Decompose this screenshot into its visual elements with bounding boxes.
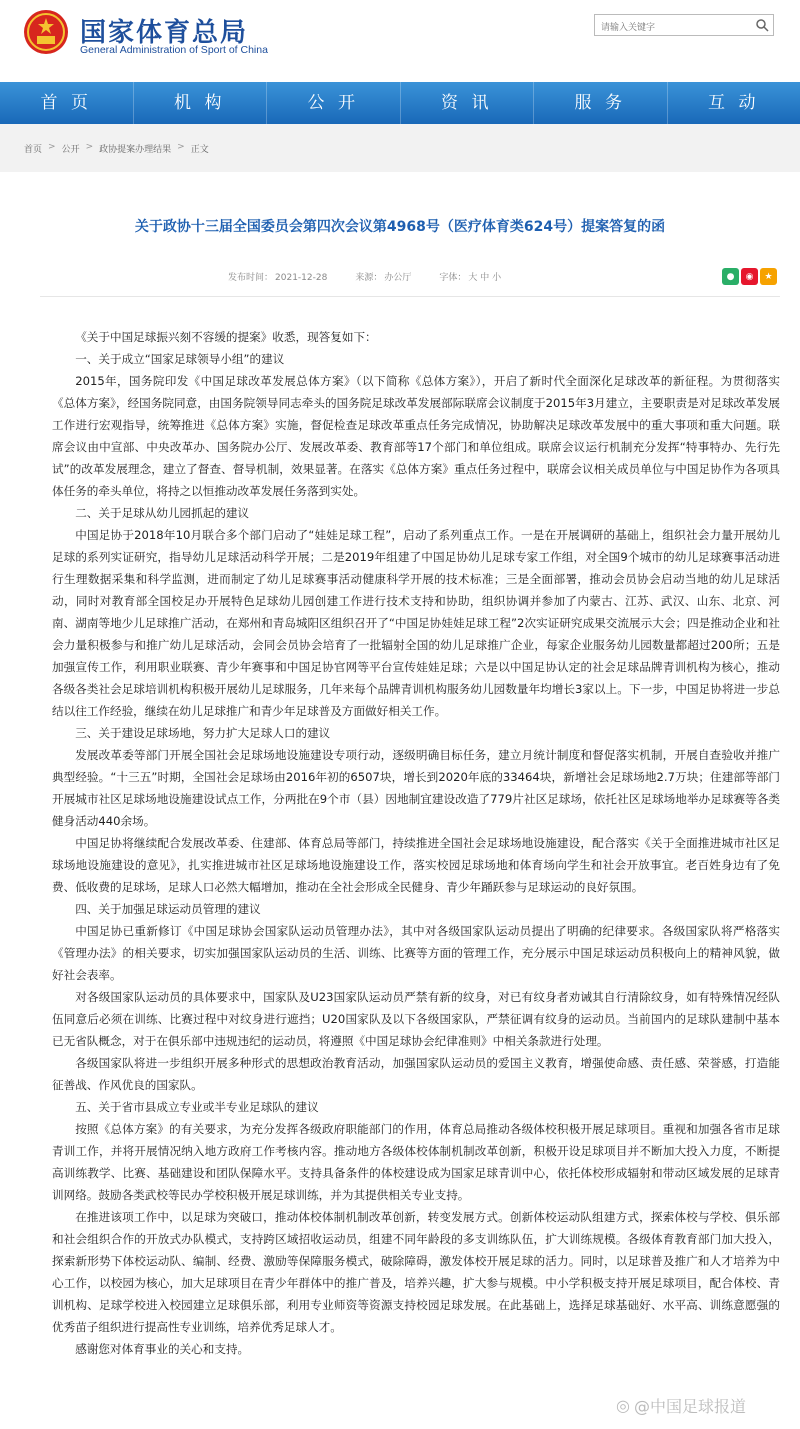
national-emblem-icon (22, 8, 70, 56)
search-box (594, 14, 774, 36)
publish-time (228, 270, 327, 283)
weibo-logo-icon: ◎ (616, 1396, 630, 1415)
article-title: 关于政协十三届全国委员会第四次会议第4968号（医疗体育类624号）提案答复的函 (134, 219, 666, 235)
breadcrumb-bar (0, 124, 800, 172)
article-paragraph: 中国足协于2018年10月联合多个部门启动了“娃娃足球工程”，启动了系列重点工作。一是在开展调研的基础上，组织社会力量开展幼儿足球的系列实证研究，指导幼儿足球活动科学开展；二是2019年组建了中国足协幼儿足球专家工作组，对全国9个城市的幼儿足球赛事活动进行生理数据采集和科学监测，进而制定了幼儿足球赛事活动健康科学开展的技术标准；三是全面部署，推动会员协会启动当地的幼儿足球活动，同时对教育部全国校足办开展特色足球幼儿园创建工作进行技术支持和协助，组织协调并参加了内蒙古、江苏、武汉、山东、北京、河南、湖南等地少儿足球推广活动，在郑州和青岛城阳区组织召开了“中国足协娃娃足球工程”2次实证研究成果交流展示大会；四是推动企业和社会力量积极参与和推广幼儿足球活动，会同会员协会培育了一批辐射全国的幼儿足球推广企业，每家企业服务幼儿园数量都超过200所；五是加强宣传工作，利用职业联赛、青少年赛事和中国足协官网等平台宣传娃娃足球；六是以中国足协认定的社会足球品牌青训机构为核心，推动各级各类社会足球培训机构积极开展幼儿足球服务，几年来每个品牌青训机构服务幼儿园数量年均增长3家以上。下一步，中国足协将进一步总结以往工作经验，继续在幼儿足球推广和青少年足球普及方面做好相关工作。 (52, 528, 780, 718)
source-label: 来源： (355, 273, 383, 283)
watermark (616, 1394, 746, 1417)
article-paragraph: 中国足协已重新修订《中国足球协会国家队运动员管理办法》，其中对各级国家队运动员提出了明确的纪律要求。各级国家队将严格落实《管理办法》的相关要求，切实加强国家队运动员的生活、训练、比赛等方面的管理工作，充分展示中国足球运动员积极向上的精神风貌，做好社会表率。 (52, 924, 780, 982)
site-title-en: General Administration of Sport of China (80, 44, 268, 56)
section-heading: 二、关于足球从幼儿园抓起的建议 (75, 506, 250, 520)
weibo-share-icon[interactable]: ◉ (741, 268, 758, 285)
main-nav (0, 82, 800, 124)
fontsize-options[interactable]: 大 中 小 (468, 273, 502, 283)
section-heading: 一、关于成立“国家足球领导小组”的建议 (75, 352, 285, 366)
article-meta (228, 270, 501, 283)
nav-item-home[interactable]: 首 页 (0, 82, 134, 124)
watermark-text: @中国足球报道 (633, 1397, 746, 1416)
article-paragraph: 各级国家队将进一步组织开展多种形式的思想政治教育活动，加强国家队运动员的爱国主义教育，增强使命感、责任感、荣誉感，打造能征善战、作风优良的国家队。 (52, 1056, 780, 1092)
section-heading: 三、关于建设足球场地，努力扩大足球人口的建议 (75, 726, 331, 740)
article-paragraph: 发展改革委等部门开展全国社会足球场地设施建设专项行动，逐级明确目标任务，建立月统计制度和督促落实机制，开展自查验收并推广典型经验。“十三五”时期，全国社会足球场由2016年初的6507块，增长到2020年底的33464块，新增社会足球场地2.7万块；住建部等部门开展城市社区足球场地设施建设试点工作，分两批在9个市（县）因地制宜建设改造了779片社区足球场，依托社区足球场地举办足球赛等各类健身活动440余场。 (52, 748, 780, 828)
favorite-star-icon[interactable]: ★ (760, 268, 777, 285)
section-heading: 五、关于省市县成立专业或半专业足球队的建议 (75, 1100, 319, 1114)
nav-item-services[interactable]: 服 务 (534, 82, 668, 124)
site-header (0, 0, 800, 82)
breadcrumb-separator: > (177, 142, 185, 152)
article-body (52, 326, 780, 1360)
article-paragraph: 2015年，国务院印发《中国足球改革发展总体方案》（以下简称《总体方案》），开启了新时代全面深化足球改革的新征程。为贯彻落实《总体方案》，经国务院同意，由国务院领导同志牵头的国务院足球改革发展部际联席会议制度于2015年3月建立，主要职责是对足球改革发展工作进行宏观指导，统筹推进《总体方案》实施，督促检查足球改革重点任务完成情况，协助解决足球改革发展中的重大事项和重大问题。联席会议由中宣部、中央改革办、国务院办公厅、发展改革委、教育部等17个部门和单位组成。联席会议运行机制充分发挥“特事特办、先行先试”的改革发展理念，建立了督查、督导机制，效果显著。在落实《总体方案》重点任务过程中，联席会议相关成员单位与中国足协作为各项具体任务的牵头单位，将持之以恒推动改革发展任务落到实处。 (52, 374, 780, 498)
search-input[interactable] (595, 18, 745, 38)
article-paragraph: 按照《总体方案》的有关要求，为充分发挥各级政府职能部门的作用，体育总局推动各级体校积极开展足球项目。重视和加强各省市足球青训工作，并将开展情况纳入地方政府工作考核内容。推动地方各级体校体制机制改革创新，积极开设足球项目并不断加大投入力度，不断提高训练教学、比赛、基础建设和团队保障水平。支持具备条件的体校建设成为国家足球青训中心，依托体校形成辐射和带动区域发展的足球青训网络。鼓励各类武校等民办学校积极开展足球训练，并为其提供相关专业支持。 (52, 1122, 780, 1202)
font-size-control (439, 270, 501, 283)
site-title[interactable]: 国家体育总局 (80, 18, 249, 48)
nav-item-disclosure[interactable]: 公 开 (267, 82, 401, 124)
breadcrumb (24, 142, 209, 155)
publish-date: 2021-12-28 (275, 273, 328, 283)
breadcrumb-home[interactable]: 首页 (24, 145, 43, 155)
breadcrumb-current: 正文 (190, 145, 209, 155)
source-value: 办公厅 (384, 273, 412, 283)
title-divider (40, 296, 780, 297)
share-buttons (722, 268, 777, 285)
section-heading: 四、关于加强足球运动员管理的建议 (75, 902, 261, 916)
publish-label: 发布时间： (228, 273, 274, 283)
article-paragraph: 感谢您对体育事业的关心和支持。 (75, 1342, 250, 1356)
breadcrumb-separator: > (48, 142, 56, 152)
fontsize-label: 字体： (439, 273, 467, 283)
article-paragraph: 中国足协将继续配合发展改革委、住建部、体育总局等部门，持续推进全国社会足球场地设施建设，配合落实《关于全面推进城市社区足球场地设施建设的意见》，扎实推进城市社区足球场地设施建设工作，落实校园足球场地和体育场向学生和社会开放事宜。老百姓身边有了免费、低收费的足球场，足球人口必然大幅增加，推动在全社会形成全民健身、青少年踊跃参与足球运动的良好氛围。 (52, 836, 780, 894)
breadcrumb-disclosure[interactable]: 公开 (61, 145, 80, 155)
breadcrumb-separator: > (85, 142, 94, 152)
wechat-share-icon[interactable]: ● (722, 268, 739, 285)
breadcrumb-proposal-results[interactable]: 政协提案办理结果 (99, 145, 172, 155)
nav-item-news[interactable]: 资 讯 (401, 82, 535, 124)
search-icon[interactable] (755, 18, 769, 32)
article-source (355, 270, 411, 283)
nav-item-organization[interactable]: 机 构 (134, 82, 268, 124)
article-paragraph: 对各级国家队运动员的具体要求中，国家队及U23国家队运动员严禁有新的纹身，对已有纹身者劝诫其自行清除纹身，如有特殊情况经队伍同意后必须在训练、比赛过程中对纹身进行遮挡；U20国家队及以下各级国家队，严禁征调有纹身的运动员。当前国内的足球队建制中基本已无省队概念，对于在俱乐部中违规违纪的运动员，将遵照《中国足球协会纪律准则》中相关条款进行处理。 (52, 990, 780, 1048)
article-paragraph: 《关于中国足球振兴刻不容缓的提案》收悉，现答复如下： (75, 330, 377, 344)
article-paragraph: 在推进该项工作中，以足球为突破口，推动体校体制机制改革创新，转变发展方式。创新体校运动队组建方式，探索体校与学校、俱乐部和社会组织合作的开放式办队模式，支持跨区域招收运动员，组建不同年龄段的多支训练队伍，扩大训练规模。各级体育教育部门加大投入，探索新形势下体校运动队、编制、经费、激励等保障服务模式，破除障碍，激发体校开展足球的活力。同时，以足球普及推广和人才培养为中心工作，以校园为核心，加大足球项目在青少年群体中的推广普及，培养兴趣，扩大参与规模。中小学积极支持开展足球项目，配合体校、青训机构、足球学校进入校园建立足球俱乐部，利用专业师资等资源支持校园足球发展。在此基础上，选择足球基础好、水平高、训练意愿强的优秀苗子组织进行提高性专业训练，培养优秀足球人才。 (52, 1210, 780, 1334)
nav-item-interaction[interactable]: 互 动 (708, 93, 760, 113)
